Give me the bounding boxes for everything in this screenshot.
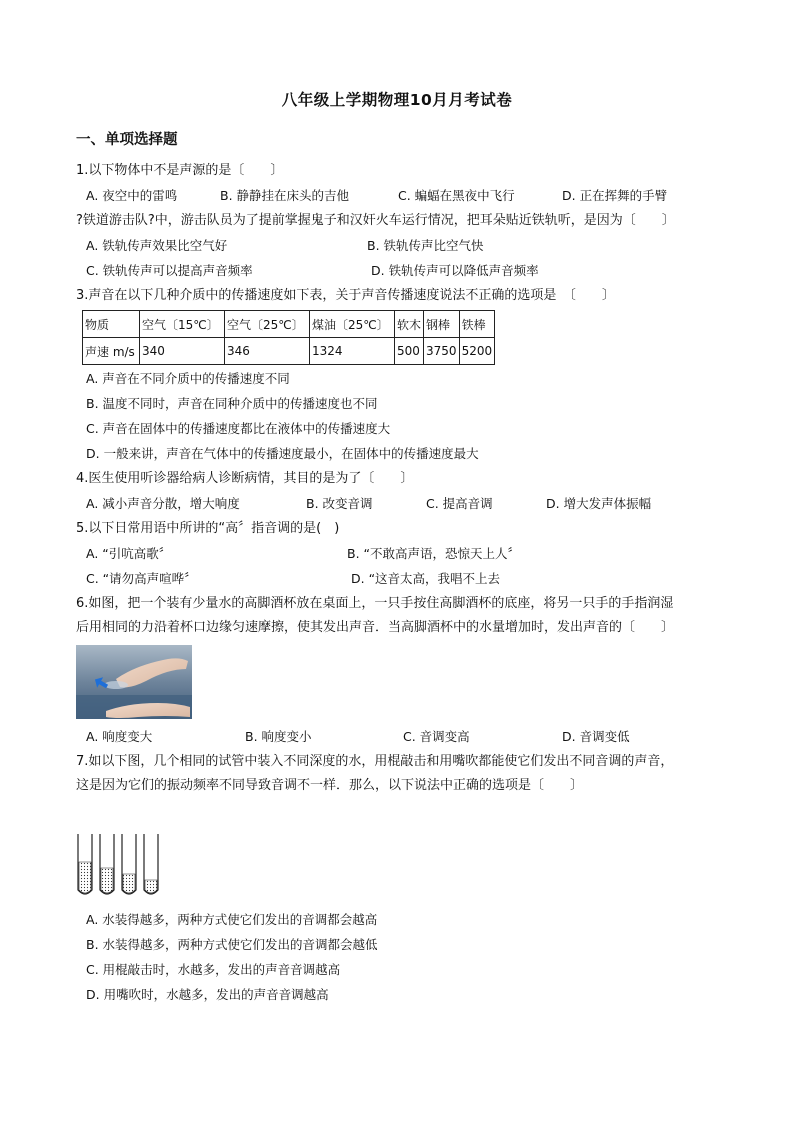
table-cell: 340 (140, 338, 225, 365)
question-6-stem-line-2: 后用相同的力沿着杯口边缘匀速摩擦，使其发出声音．当高脚酒杯中的水量增加时，发出声音的〔 〕 (76, 620, 675, 635)
question-3-option-c[interactable]: C. 声音在固体中的传播速度都比在液体中的传播速度大 (86, 421, 391, 436)
table-header-cell: 空气〔25℃〕 (225, 311, 310, 338)
table-header-row (83, 311, 495, 338)
question-7-option-d[interactable]: D. 用嘴吹时，水越多，发出的声音音调越高 (86, 987, 329, 1002)
question-2-option-d[interactable]: D. 铁轨传声可以降低声音频率 (371, 263, 539, 278)
table-cell: 声速 m/s (83, 338, 140, 365)
table-header-cell: 物质 (83, 311, 140, 338)
question-1-stem: 1.以下物体中不是声源的是〔 〕 (76, 163, 284, 178)
question-4-option-a[interactable]: A. 减小声音分散，增大响度 (86, 496, 240, 511)
table-header-cell: 钢棒 (424, 311, 460, 338)
question-4-stem: 4.医生使用听诊器给病人诊断病情，其目的是为了〔 〕 (76, 471, 414, 486)
page-title: 八年级上学期物理10月月考试卷 (281, 91, 513, 109)
question-5-option-c[interactable]: C. “请勿高声喧哗〞 (86, 571, 197, 586)
table-cell: 5200 (459, 338, 495, 365)
question-2-option-a[interactable]: A. 铁轨传声效果比空气好 (86, 238, 228, 253)
table-cell: 346 (225, 338, 310, 365)
question-4-option-d[interactable]: D. 增大发声体振幅 (546, 496, 652, 511)
question-6-option-b[interactable]: B. 响度变小 (245, 729, 312, 744)
question-3-stem: 3.声音在以下几种介质中的传播速度如下表，关于声音传播速度说法不正确的选项是 〔 〕 (76, 288, 615, 303)
question-7-stem-line-2: 这是因为它们的振动频率不同导致音调不一样．那么，以下说法中正确的选项是〔 〕 (76, 778, 584, 793)
question-6-option-d[interactable]: D. 音调变低 (562, 729, 630, 744)
question-2-option-b[interactable]: B. 铁轨传声比空气快 (367, 238, 484, 253)
question-2-stem: ?铁道游击队?中，游击队员为了提前掌握鬼子和汉奸火车运行情况，把耳朵贴近铁轨听，是因为〔 〕 (76, 213, 675, 228)
table-header-cell: 铁棒 (459, 311, 495, 338)
question-5-option-b[interactable]: B. “不敢高声语，恐惊天上人〞 (347, 546, 520, 561)
question-7-stem-line-1: 7.如以下图，几个相同的试管中装入不同深度的水，用棍敲击和用嘴吹都能使它们发出不同音调的声音， (76, 754, 674, 769)
question-4-option-c[interactable]: C. 提高音调 (426, 496, 493, 511)
question-5-stem: 5.以下日常用语中所讲的“高〞指音调的是( ) (76, 521, 340, 536)
question-1-option-a[interactable]: A. 夜空中的雷鸣 (86, 188, 178, 203)
table-cell: 1324 (310, 338, 395, 365)
table-cell: 3750 (424, 338, 460, 365)
question-4-option-b[interactable]: B. 改变音调 (306, 496, 373, 511)
wine-glass-rubbing-photo (76, 645, 192, 719)
table-header-cell: 煤油〔25℃〕 (310, 311, 395, 338)
question-7-option-b[interactable]: B. 水装得越多，两种方式使它们发出的音调都会越低 (86, 937, 378, 952)
table-header-cell: 空气〔15℃〕 (140, 311, 225, 338)
question-5-option-a[interactable]: A. “引吭高歌〞 (86, 546, 172, 561)
section-heading: 一、单项选择题 (76, 132, 178, 148)
table-row (83, 338, 495, 365)
question-6-option-a[interactable]: A. 响度变大 (86, 729, 153, 744)
question-2-option-c[interactable]: C. 铁轨传声可以提高声音频率 (86, 263, 253, 278)
question-3-option-b[interactable]: B. 温度不同时，声音在同种介质中的传播速度也不同 (86, 396, 378, 411)
question-3-option-a[interactable]: A. 声音在不同介质中的传播速度不同 (86, 371, 290, 386)
test-tubes-diagram (74, 832, 164, 900)
table-header-cell: 软木 (395, 311, 424, 338)
question-7-option-c[interactable]: C. 用棍敲击时，水越多，发出的声音音调越高 (86, 962, 341, 977)
question-6-stem-line-1: 6.如图，把一个装有少量水的高脚酒杯放在桌面上，一只手按住高脚酒杯的底座，将另一只手的手指润湿 (76, 596, 674, 611)
question-1-option-d[interactable]: D. 正在挥舞的手臂 (562, 188, 668, 203)
table-cell: 500 (395, 338, 424, 365)
question-1-option-c[interactable]: C. 蝙蝠在黑夜中飞行 (398, 188, 515, 203)
question-1-option-b[interactable]: B. 静静挂在床头的吉他 (220, 188, 350, 203)
question-6-option-c[interactable]: C. 音调变高 (403, 729, 470, 744)
question-3-option-d[interactable]: D. 一般来讲，声音在气体中的传播速度最小，在固体中的传播速度最大 (86, 446, 479, 461)
sound-speed-table (82, 310, 495, 365)
question-5-option-d[interactable]: D. “这音太高，我唱不上去 (351, 571, 501, 586)
question-7-option-a[interactable]: A. 水装得越多，两种方式使它们发出的音调都会越高 (86, 912, 378, 927)
